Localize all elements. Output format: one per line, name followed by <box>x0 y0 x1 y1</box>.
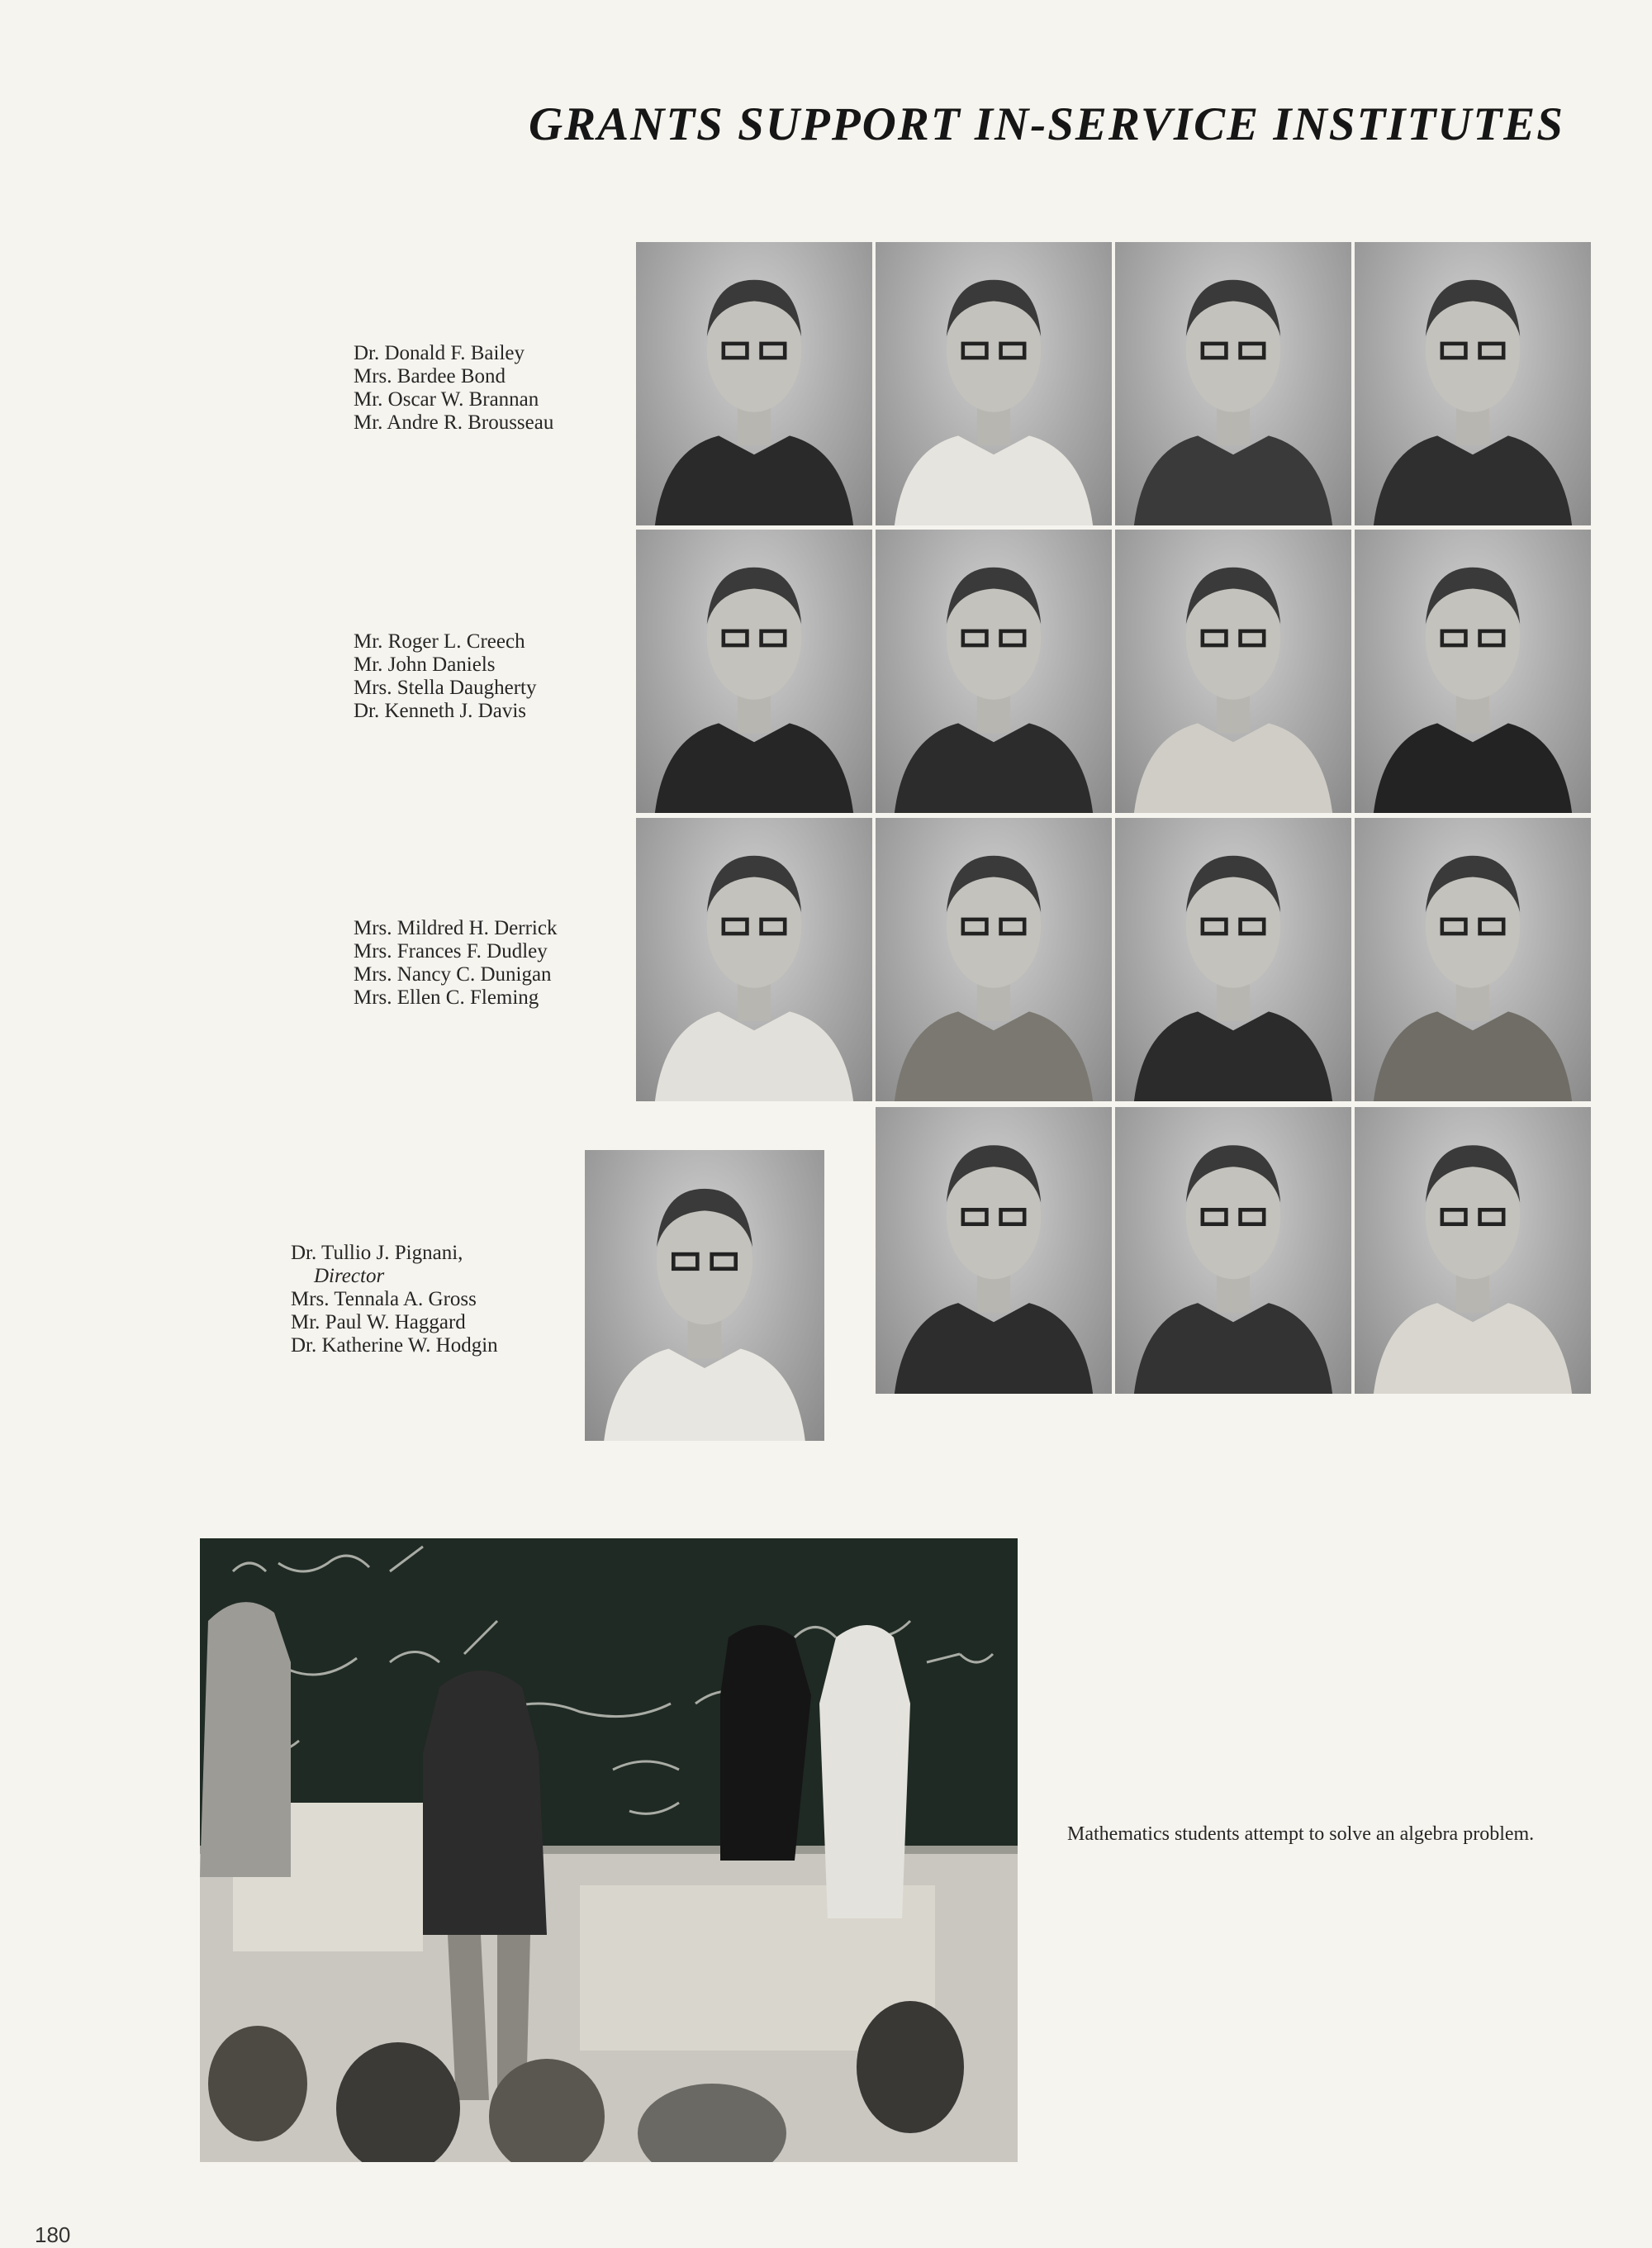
name-label: Mr. Paul W. Haggard <box>291 1311 466 1333</box>
portrait-photo <box>876 818 1112 1101</box>
names-row-2 <box>354 630 536 723</box>
name-label: Dr. Kenneth J. Davis <box>354 700 526 722</box>
name-label: Mr. Oscar W. Brannan <box>354 388 539 411</box>
name-label: Mrs. Tennala A. Gross <box>291 1288 477 1310</box>
portrait-photo <box>1355 818 1591 1101</box>
page-title: GRANTS SUPPORT IN-SERVICE INSTITUTES <box>529 98 1564 150</box>
name-label: Mrs. Bardee Bond <box>354 365 506 387</box>
portrait-photo <box>636 530 872 813</box>
portrait-photo <box>1115 818 1351 1101</box>
portrait-photo <box>876 242 1112 525</box>
name-label: Mrs. Stella Daugherty <box>354 677 537 699</box>
portrait-photo <box>1355 242 1591 525</box>
name-label: Dr. Katherine W. Hodgin <box>291 1334 498 1357</box>
names-row-4 <box>291 1242 498 1357</box>
name-label: Mr. John Daniels <box>354 653 496 676</box>
portrait-photo <box>1355 1107 1591 1394</box>
name-label: Mr. Andre R. Brousseau <box>354 411 554 434</box>
name-label: Mr. Roger L. Creech <box>354 630 525 653</box>
portrait-photo <box>876 530 1112 813</box>
page-number: 180 <box>35 2222 71 2247</box>
name-label: Mrs. Frances F. Dudley <box>354 940 548 962</box>
director-role-label: Director <box>314 1265 385 1287</box>
name-label: Mrs. Nancy C. Dunigan <box>354 963 552 986</box>
portrait-photo <box>636 818 872 1101</box>
name-label: Mrs. Mildred H. Derrick <box>354 917 558 939</box>
portrait-photo <box>876 1107 1112 1394</box>
names-row-1 <box>354 342 553 435</box>
portrait-photo <box>1115 1107 1351 1394</box>
portrait-photo <box>1115 242 1351 525</box>
name-label: Dr. Tullio J. Pignani, <box>291 1242 463 1264</box>
portrait-photo <box>1115 530 1351 813</box>
name-label: Dr. Donald F. Bailey <box>354 342 525 364</box>
names-row-3 <box>354 917 557 1010</box>
classroom-photo <box>200 1538 1018 2162</box>
photo-caption: Mathematics students attempt to solve an algebra problem. <box>1067 1823 1535 1845</box>
portrait-photo <box>1355 530 1591 813</box>
director-portrait-photo <box>585 1150 824 1441</box>
name-label: Mrs. Ellen C. Fleming <box>354 986 539 1009</box>
portrait-photo <box>636 242 872 525</box>
